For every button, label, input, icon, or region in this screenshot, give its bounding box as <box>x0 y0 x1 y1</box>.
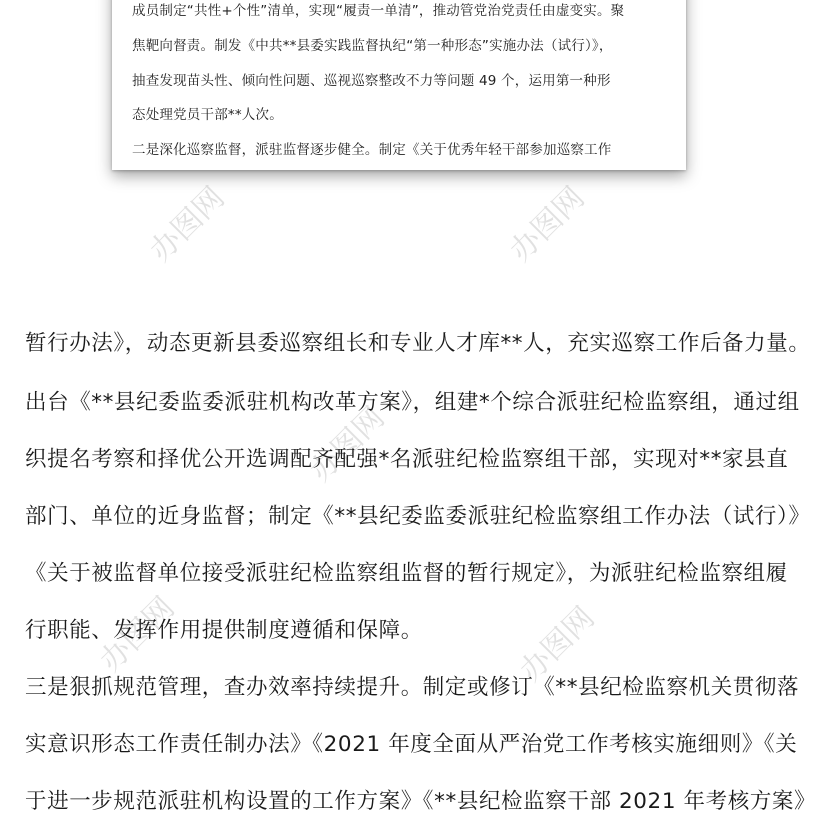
body-line: 三是狠抓规范管理，查办效率持续提升。制定或修订《**县纪检监察机关贯彻落 <box>25 675 800 700</box>
preview-line: 抽查发现苗头性、倾向性问题、巡视巡察整改不力等问题 49 个，运用第一种形 <box>132 73 611 89</box>
watermark: 办图网 <box>503 180 592 269</box>
preview-line: 焦靶向督责。制发《中共**县委实践监督执纪“第一种形态”实施办法（试行）》， <box>132 38 613 54</box>
body-line: 暂行办法》，动态更新县委巡察组长和专业人才库**人，充实巡察工作后备力量。 <box>25 331 811 356</box>
preview-line: 成员制定“共性+个性”清单，实现“履责一单清”，推动管党治党责任由虚变实。聚 <box>132 3 625 19</box>
body-line: 于进一步规范派驻机构设置的工作方案》《**县纪检监察干部 2021 年考核方案》 <box>25 789 816 814</box>
watermark: 办图网 <box>303 400 392 489</box>
body-line: 部门、单位的近身监督；制定《**县纪委监委派驻纪检监察组工作办法（试行）》 <box>25 504 811 529</box>
body-line: 《关于被监督单位接受派驻纪检监察组监督的暂行规定》，为派驻纪检监察组履 <box>25 561 788 586</box>
body-line: 行职能、发挥作用提供制度遵循和保障。 <box>25 618 423 643</box>
watermark: 办图网 <box>513 600 602 689</box>
watermark: 办图网 <box>93 590 182 679</box>
preview-line: 二是深化巡察监督，派驻监督逐步健全。制定《关于优秀年轻干部参加巡察工作 <box>132 142 612 158</box>
body-line: 出台《**县纪委监委派驻机构改革方案》，组建*个综合派驻纪检监察组，通过组 <box>25 390 800 415</box>
document-preview-card <box>112 0 686 170</box>
preview-line: 态处理党员干部**人次。 <box>132 107 283 123</box>
body-line: 实意识形态工作责任制办法》《2021 年度全面从严治党工作考核实施细则》《关 <box>25 732 798 757</box>
watermark: 办图网 <box>143 180 232 269</box>
body-line: 织提名考察和择优公开选调配齐配强*名派驻纪检监察组干部，实现对**家县直 <box>25 447 789 472</box>
